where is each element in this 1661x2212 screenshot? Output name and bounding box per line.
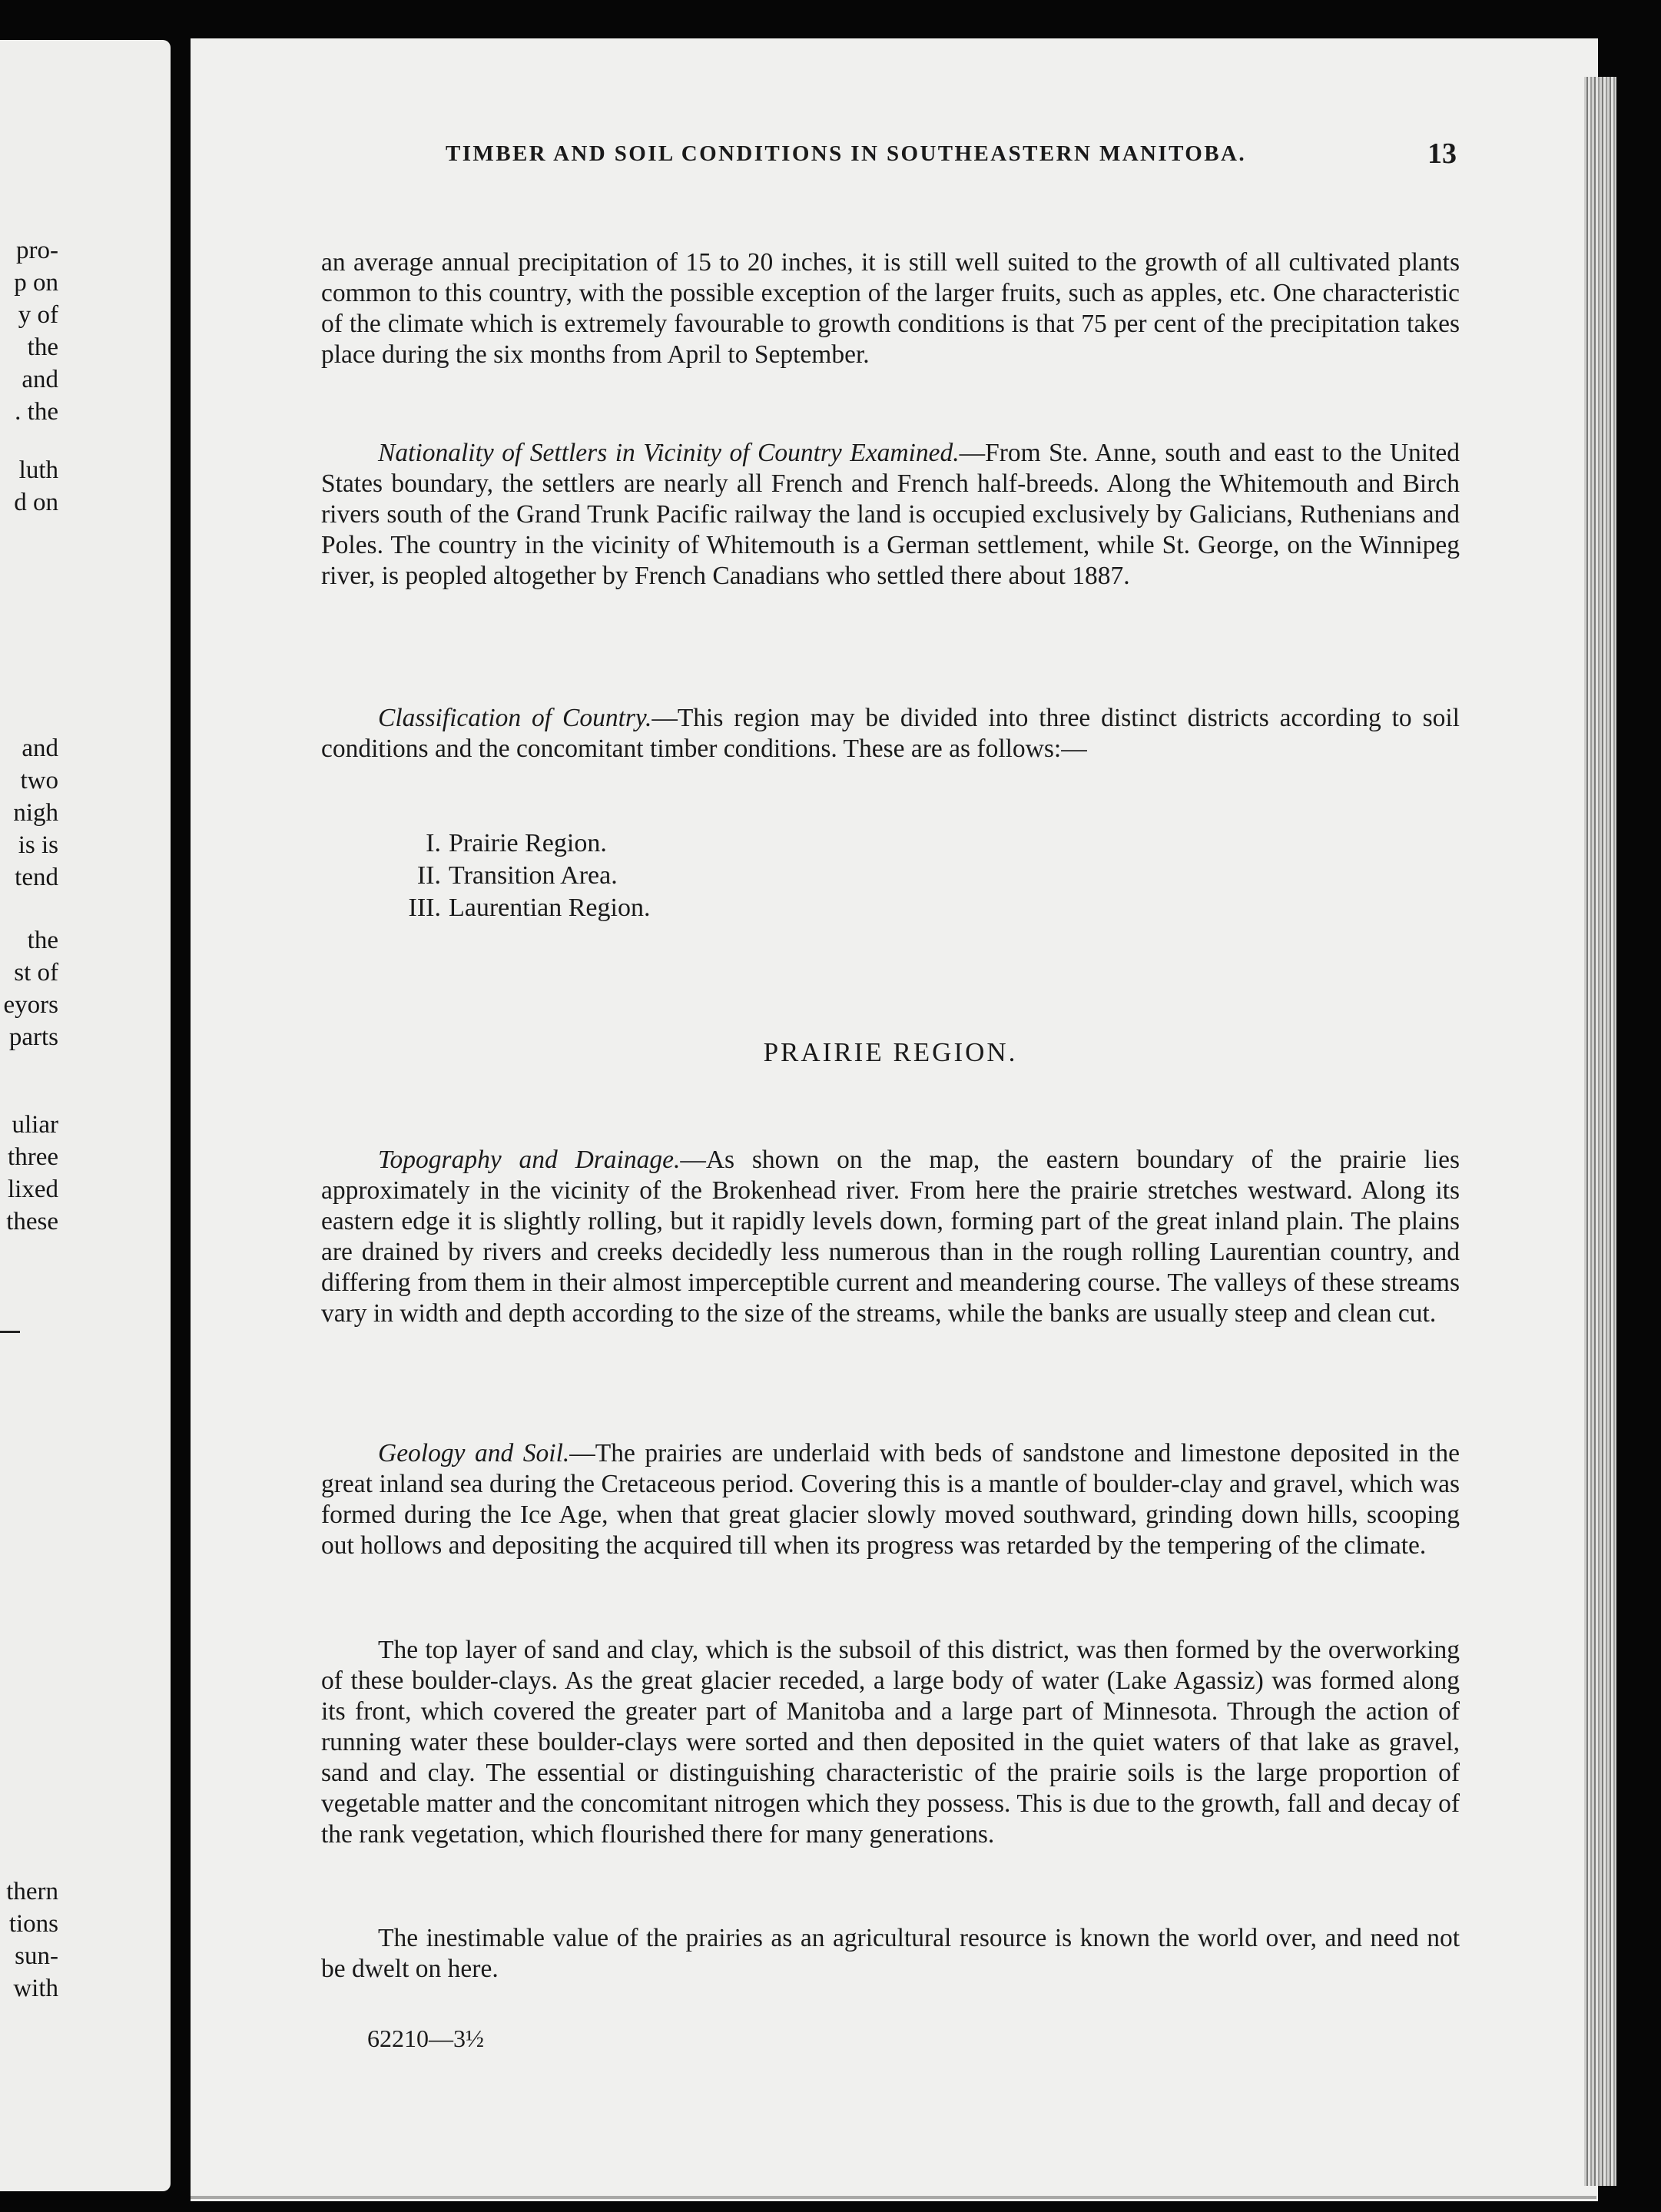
paragraph-geology	[321, 1438, 1460, 1561]
section-title: PRAIRIE REGION.	[763, 1037, 1018, 1067]
left-page	[0, 40, 171, 2191]
left-fragment: thern	[6, 1878, 58, 1905]
paragraph-value: The inestimable value of the prairies as an agricultural resource is known the world over, and need not be dwelt on here.	[321, 1924, 1460, 1983]
left-fragment: sun-	[15, 1942, 58, 1970]
left-fragment: two	[20, 767, 58, 794]
list-number: I.	[426, 829, 441, 857]
list-item	[373, 860, 650, 892]
left-fragment: three	[8, 1143, 58, 1171]
left-fragment: pro-	[16, 237, 58, 264]
list-label: Laurentian Region.	[449, 894, 651, 922]
left-fragment: uliar	[12, 1111, 58, 1139]
paragraph-topography	[321, 1145, 1460, 1329]
left-fragment: parts	[8, 1023, 58, 1051]
left-fragment: is is	[18, 831, 58, 859]
left-fragment: lixed	[8, 1176, 58, 1203]
left-fragment: and	[22, 366, 58, 393]
paragraph-classification	[321, 703, 1460, 764]
left-rule	[0, 1331, 20, 1333]
paragraph-body: —This region may be divided into three distinct districts according to soil conditions and the concomitant timber conditions. These are as follows:—	[321, 704, 1460, 763]
left-fragment: tions	[8, 1910, 58, 1938]
paragraph-body: —From Ste. Anne, south and east to the United States boundary, the settlers are nearly all French and French half-breeds. Along the Whitemouth and Birch rivers south of the Grand Trunk Pacific railway the land is occupied exclusively by Galicians, Ruthenians and Poles. The country in the vicinity of Whitemouth is a German settlement, while St. George, on the Winnipeg river, is peopled altogether by French Canadians who settled there about 1887.	[321, 439, 1460, 590]
left-fragment: the	[27, 333, 58, 361]
left-fragment: these	[6, 1208, 58, 1235]
regions-list	[373, 827, 650, 924]
side-heading-topography: Topography and Drainage.	[378, 1146, 681, 1174]
list-label: Prairie Region.	[449, 829, 607, 857]
left-fragment: y of	[18, 301, 58, 329]
paragraph-body: —The prairies are underlaid with beds of sandstone and limestone deposited in the great inland sea during the Cretaceous period. Covering this is a mantle of boulder-clay and gravel, which was formed during the Ice Age, when that great glacier slowly moved southward, grinding down hills, scooping out hollows and depositing the acquired till when its progress was retarded by the tempering of the climate.	[321, 1439, 1460, 1560]
paragraph-nationality	[321, 438, 1460, 592]
left-fragment: luth	[18, 456, 58, 484]
paragraph-body: —As shown on the map, the eastern boundary of the prairie lies approximately in the vicinity of the Brokenhead river. From here the prairie stretches westward. Along its eastern edge it is slightly rolling, but it rapidly levels down, forming part of the great inland plain. The plains are drained by rivers and creeks decidedly less numerous than in the rough rolling Laurentian country, and differing from them in their almost imperceptible current and meandering course. The valleys of these streams vary in width and depth according to the size of the streams, while the banks are usually steep and clean cut.	[321, 1146, 1460, 1328]
left-fragment: . the	[15, 398, 58, 426]
left-fragment: the	[27, 927, 58, 954]
left-fragment: eyors	[3, 991, 58, 1019]
left-fragment: st of	[14, 959, 58, 987]
left-fragment: and	[22, 735, 58, 762]
page-edge	[1584, 77, 1616, 2186]
left-fragment: nigh	[13, 799, 58, 827]
paragraph-climate: an average annual precipitation of 15 to 20 inches, it is still well suited to the growth of all cultivated plants common to this country, with the possible exception of the larger fruits, such as apples, etc. One characteristic of the climate which is extremely favourable to growth conditions is that 75 per cent of the precipitation takes place during the six months from April to September.	[321, 248, 1460, 369]
list-item	[373, 827, 650, 860]
list-item	[373, 892, 650, 924]
side-heading-geology: Geology and Soil.	[378, 1439, 570, 1467]
paragraph-subsoil: The top layer of sand and clay, which is the subsoil of this district, was then formed by the overworking of these boulder-clays. As the great glacier receded, a large body of water (Lake Agassiz) was formed along its front, which covered the greater part of Manitoba and a large part of Minnesota. Through the action of running water these boulder-clays were sorted and then deposited in the quiet waters of that lake as gravel, sand and clay. The essential or distinguishing characteristic of the prairie soils is the large proportion of vegetable matter and the concomitant nitrogen which they possess. This is due to the growth, fall and decay of the rank vegetation, which flourished there for many generations.	[321, 1636, 1460, 1849]
footer-signature: 62210—3½	[367, 2025, 484, 2052]
side-heading-nationality: Nationality of Settlers in Vicinity of Country Examined.	[378, 439, 960, 467]
list-number: II.	[416, 861, 441, 890]
left-fragment: with	[13, 1975, 58, 2002]
list-number: III.	[408, 894, 441, 922]
page-number: 13	[1427, 138, 1457, 170]
left-fragment: p on	[14, 269, 58, 297]
list-label: Transition Area.	[449, 861, 618, 890]
left-fragment: tend	[15, 864, 58, 891]
page-bottom-edge	[191, 2196, 1596, 2199]
running-head: TIMBER AND SOIL CONDITIONS IN SOUTHEASTERN MANITOBA.	[446, 141, 1246, 166]
side-heading-classification: Classification of Country.	[378, 704, 652, 732]
left-fragment: d on	[14, 489, 58, 516]
